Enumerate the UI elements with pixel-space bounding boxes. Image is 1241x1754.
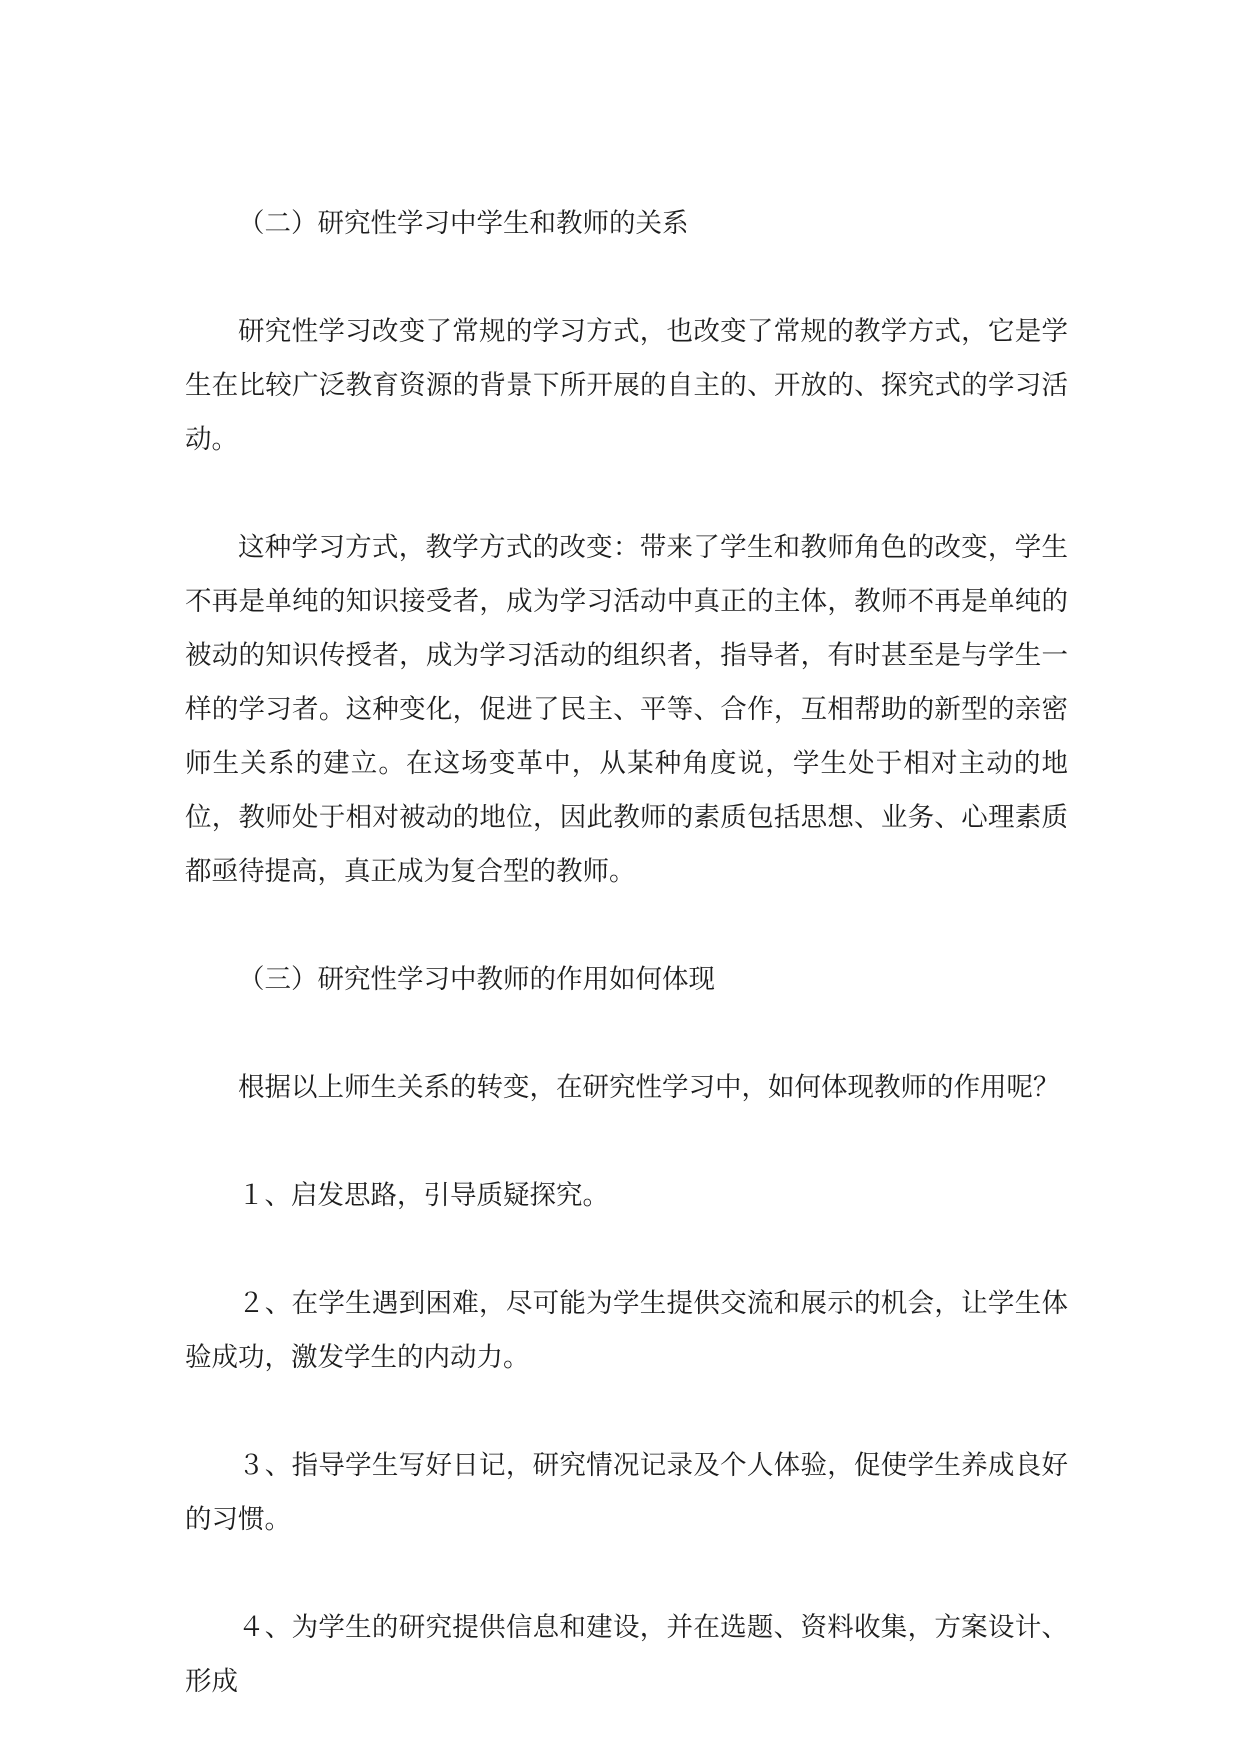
list-item-1: １、启发思路，引导质疑探究。 — [238, 1180, 609, 1210]
section-heading-2: （二）研究性学习中学生和教师的关系 — [238, 208, 689, 238]
list-item-2: ２、在学生遇到困难，尽可能为学生提供交流和展示的机会，让学生体验成功，激发学生的内动力。 — [185, 1288, 1068, 1372]
paragraph-learning-style-change: 研究性学习改变了常规的学习方式，也改变了常规的教学方式，它是学生在比较广泛教育资源的背景下所开展的自主的、开放的、探究式的学习活动。 — [185, 316, 1068, 454]
section-heading-3: （三）研究性学习中教师的作用如何体现 — [238, 964, 715, 994]
paragraph-teacher-student-roles: 这种学习方式，教学方式的改变：带来了学生和教师角色的改变，学生不再是单纯的知识接受者，成为学习活动中真正的主体，教师不再是单纯的被动的知识传授者，成为学习活动的组织者，指导者，有时甚至是与学生一样的学习者。这种变化，促进了民主、平等、合作，互相帮助的新型的亲密师生关系的建立。在这场变革中，从某种角度说，学生处于相对主动的地位，教师处于相对被动的地位，因此教师的素质包括思想、业务、心理素质都亟待提高，真正成为复合型的教师。 — [185, 532, 1068, 886]
list-item-4: ４、为学生的研究提供信息和建设，并在选题、资料收集，方案设计、形成 — [185, 1612, 1068, 1696]
list-item-3: ３、指导学生写好日记，研究情况记录及个人体验，促使学生养成良好的习惯。 — [185, 1450, 1068, 1534]
paragraph-question-teacher-role: 根据以上师生关系的转变，在研究性学习中，如何体现教师的作用呢？ — [238, 1072, 1060, 1102]
